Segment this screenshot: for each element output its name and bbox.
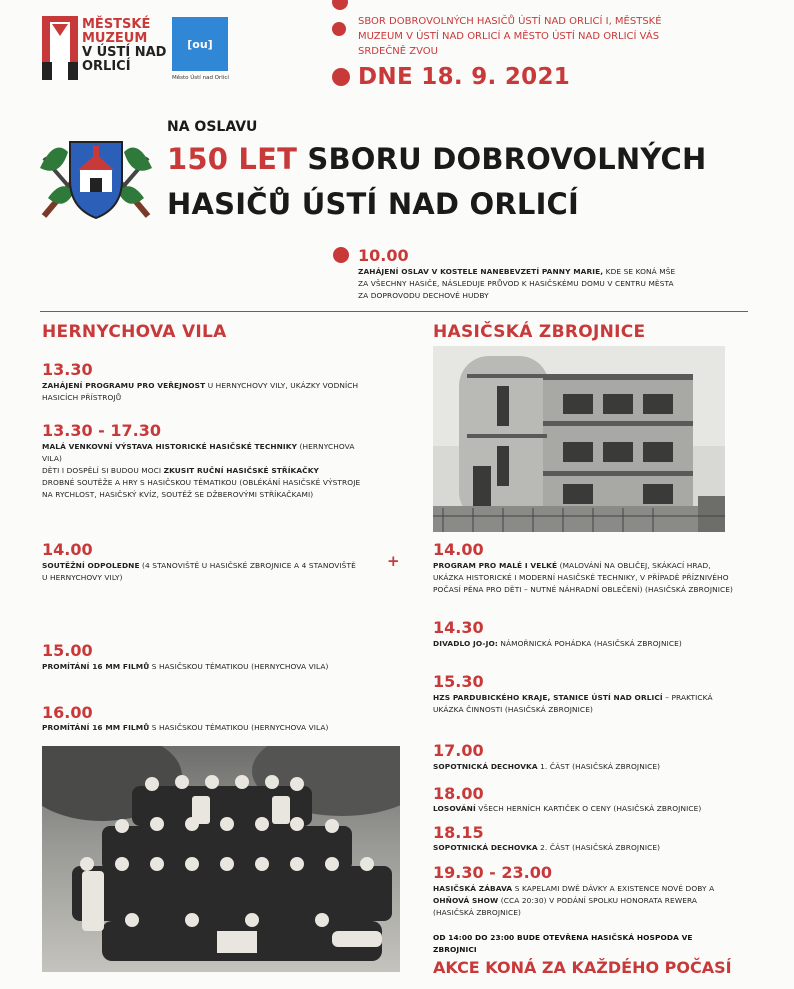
event-text: U HERNYCHOVY VILY, UKÁZKY VODNÍCH HASICÍCH PŘÍSTROJŮ — [42, 381, 359, 402]
section-divider — [40, 311, 748, 312]
museum-name-line: MUZEUM — [82, 31, 148, 46]
event-text: (HERNYCHOVA VILA) — [42, 442, 355, 463]
event-bold: HASIČSKÁ ZÁBAVA — [433, 884, 513, 893]
event-description — [433, 883, 723, 919]
event-bold: LOSOVÁNÍ — [433, 804, 476, 813]
weather-note: AKCE KONÁ ZA KAŽDÉHO POČASÍ — [433, 958, 732, 977]
title-rest: SBORU DOBROVOLNÝCH — [307, 142, 707, 176]
event-time: 15.00 — [42, 641, 93, 660]
museum-name-line: ORLICÍ — [82, 59, 131, 74]
event-bold: PROGRAM PRO MALÉ I VELKÉ — [433, 561, 558, 570]
event-date: DNE 18. 9. 2021 — [358, 64, 571, 90]
event-time: 15.30 — [433, 672, 484, 691]
bullet-dot — [333, 247, 349, 263]
event-time: 14.00 — [42, 540, 93, 559]
event-text: S HASIČSKOU TÉMATIKOU (HERNYCHOVA VILA) — [149, 662, 329, 671]
bullet-dot — [332, 68, 350, 86]
town-logo-mark: [ou] — [187, 37, 213, 51]
event-description — [42, 661, 372, 673]
left-section-heading: HERNYCHOVA VILA — [42, 322, 227, 342]
plus-sign: + — [387, 552, 400, 570]
opening-bold: ZAHÁJENÍ OSLAV V KOSTELE NANEBEVZETÍ PANNY MARIE, — [358, 267, 604, 276]
event-line: DROBNÉ SOUTĚŽE A HRY S HASIČSKOU TÉMATIKOU (OBLÉKÁNÍ HASIČSKÉ VÝSTROJE NA RYCHLOST, HASIČSKÝ KVÍZ, SOUTĚŽ SE DŽBEROVÝMI STŘÍKAČKAMI) — [42, 478, 361, 499]
museum-name-line: V ÚSTÍ NAD — [82, 45, 167, 60]
event-description — [433, 761, 738, 773]
event-bold: OHŇOVÁ SHOW — [433, 896, 499, 905]
event-bold: DIVADLO JO-JO: — [433, 639, 498, 648]
event-bold: SOUTĚŽNÍ ODPOLEDNE — [42, 561, 140, 570]
event-bold: SOPOTNICKÁ DECHOVKA — [433, 762, 538, 771]
event-time: 13.30 — [42, 360, 93, 379]
event-description — [433, 638, 738, 650]
event-time: 14.00 — [433, 540, 484, 559]
fire-brigade-emblem — [40, 128, 152, 220]
event-description — [433, 692, 723, 716]
opening-description — [358, 266, 678, 302]
invitation-text: SBOR DOBROVOLNÝCH HASIČŮ ÚSTÍ NAD ORLICÍ I, MĚSTSKÉ MUZEUM V ÚSTÍ NAD ORLICÍ A MĚSTO ÚSTÍ NAD ORLICÍ VÁS SRDEČNĚ ZVOU — [358, 16, 662, 57]
event-text: NÁMOŘNICKÁ POHÁDKA (HASIČSKÁ ZBROJNICE) — [497, 639, 682, 648]
event-text: 2. ČÁST (HASIČSKÁ ZBROJNICE) — [537, 843, 661, 852]
event-description — [42, 560, 362, 584]
event-bold: SOPOTNICKÁ DECHOVKA — [433, 843, 538, 852]
event-bold: ZAHÁJENÍ PROGRAMU PRO VEŘEJNOST — [42, 381, 206, 390]
event-description — [42, 722, 372, 734]
event-text: (4 STANOVIŠTĚ U HASIČSKÉ ZBROJNICE A 4 STANOVIŠTĚ U HERNYCHOVY VILY) — [42, 561, 356, 582]
event-line — [42, 465, 372, 477]
event-description — [433, 803, 738, 815]
event-time: 14.30 — [433, 618, 484, 637]
museum-name-line: MĚSTSKÉ — [82, 17, 151, 32]
title-accent: 150 LET — [167, 142, 298, 176]
event-text: VŠECH HERNÍCH KARTIČEK O CENY (HASIČSKÁ ZBROJNICE) — [475, 804, 702, 813]
fire-station-photo — [433, 346, 725, 532]
event-description — [433, 842, 738, 854]
historic-group-photo — [42, 746, 400, 972]
event-line — [42, 441, 372, 465]
right-section-heading: HASIČSKÁ ZBROJNICE — [433, 322, 646, 342]
event-time: 16.00 — [42, 703, 93, 722]
event-bold: HZS PARDUBICKÉHO KRAJE, STANICE ÚSTÍ NAD ORLICÍ — [433, 693, 663, 702]
main-title-line1 — [167, 142, 707, 176]
event-text: (CCA 20:30) V PODÁNÍ SPOLKU HONORATA REWERA (HASIČSKÁ ZBROJNICE) — [433, 896, 698, 917]
event-text: 1. ČÁST (HASIČSKÁ ZBROJNICE) — [537, 762, 661, 771]
event-text: – PRAKTICKÁ UKÁZKA ČINNOSTI (HASIČSKÁ ZBROJNICE) — [433, 693, 713, 714]
event-time: 18.00 — [433, 784, 484, 803]
event-time: 13.30 - 17.30 — [42, 421, 161, 440]
event-text: DĚTI I DOSPĚLÍ SI BUDOU MOCI — [42, 466, 164, 475]
event-time: 19.30 - 23.00 — [433, 863, 552, 882]
event-bold: PROMÍTÁNÍ 16 MM FILMŮ — [42, 723, 150, 732]
museum-name — [82, 18, 166, 74]
event-time: 18.15 — [433, 823, 484, 842]
event-bold: PROMÍTÁNÍ 16 MM FILMŮ — [42, 662, 150, 671]
event-description — [42, 380, 362, 404]
event-time: 17.00 — [433, 741, 484, 760]
event-text: S KAPELAMI DWĚ DÁVKY A EXISTENCE NOVÉ DOBY A — [512, 884, 715, 893]
event-description — [433, 560, 738, 596]
pub-note: OD 14:00 DO 23:00 BUDE OTEVŘENA HASIČSKÁ HOSPODA VE ZBROJNICI — [433, 933, 693, 954]
opening-time: 10.00 — [358, 246, 409, 265]
event-text: (MALOVÁNÍ NA OBLIČEJ, SKÁKACÍ HRAD, UKÁZKA HISTORICKÉ I MODERNÍ HASIČSKÉ TECHNIKY, V PŘÍPADĚ PŘÍZNIVÉHO POČASÍ PĚNA PRO DĚTI – NUTNÉ NÁHRADNÍ OBLEČENÍ) (HASIČSKÁ ZBROJNICE) — [433, 561, 734, 594]
town-logo — [172, 17, 228, 71]
event-description — [42, 441, 372, 501]
town-logo-caption: Město Ústí nad Orlicí — [172, 75, 229, 81]
bullet-dot — [332, 0, 348, 10]
event-bold: MALÁ VENKOVNÍ VÝSTAVA HISTORICKÉ HASIČSKÉ TECHNIKY — [42, 442, 298, 451]
museum-logo-mark — [42, 16, 78, 80]
main-title-line2: HASIČŮ ÚSTÍ NAD ORLICÍ — [167, 187, 580, 221]
pre-title: NA OSLAVU — [167, 119, 258, 135]
opening-text: KDE SE KONÁ MŠE ZA VŠECHNY HASIČE, NÁSLEDUJE PRŮVOD K HASIČSKÉMU DOMU V CENTRU MĚSTA ZA DOPROVODU DECHOVÉ HUDBY — [358, 267, 676, 300]
event-text: S HASIČSKOU TÉMATIKOU (HERNYCHOVA VILA) — [149, 723, 329, 732]
bullet-dot — [332, 22, 346, 36]
event-bold: ZKUSIT RUČNÍ HASIČSKÉ STŘÍKAČKY — [163, 466, 319, 475]
